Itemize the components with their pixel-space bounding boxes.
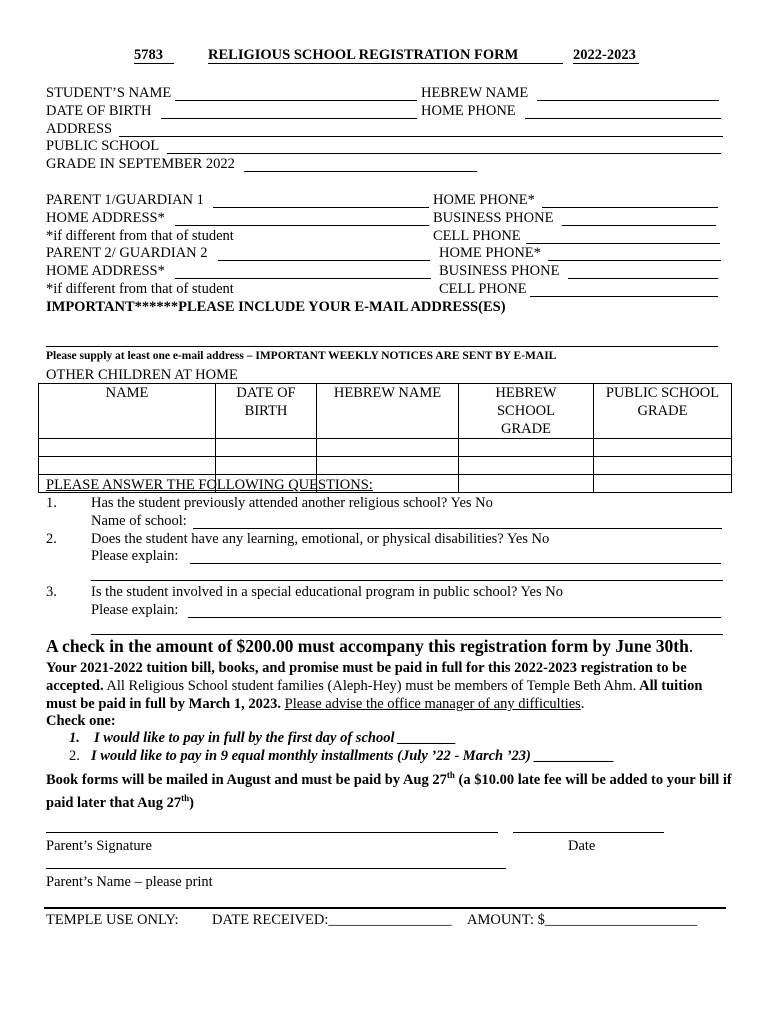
- hebrew-name-field[interactable]: [537, 100, 719, 101]
- dob-field[interactable]: [161, 118, 417, 119]
- q3-number: 3.: [46, 584, 57, 600]
- parent2-note: *if different from that of student: [46, 281, 234, 297]
- option2-number: 2.: [69, 748, 80, 764]
- parent1-business-phone-field[interactable]: [562, 225, 716, 226]
- parent1-label: PARENT 1/GUARDIAN 1: [46, 192, 204, 208]
- option2-installments[interactable]: I would like to pay in 9 equal monthly installments (July ’22 - March ’23) ___________: [91, 748, 615, 764]
- dob-label: DATE OF BIRTH: [46, 103, 152, 119]
- cell-input[interactable]: [39, 457, 216, 475]
- student-name-label: STUDENT’S NAME: [46, 85, 172, 101]
- public-school-label: PUBLIC SCHOOL: [46, 138, 160, 154]
- q1-number: 1.: [46, 495, 57, 511]
- hebrew-name-label: HEBREW NAME: [421, 85, 529, 101]
- parent2-home-address-label: HOME ADDRESS*: [46, 263, 165, 279]
- temple-use-label: TEMPLE USE ONLY:: [46, 912, 179, 928]
- q1-text: Has the student previously attended another religious school? Yes No: [91, 495, 493, 511]
- form-number: 5783: [134, 47, 163, 63]
- parent2-business-phone-field[interactable]: [568, 278, 718, 279]
- student-name-field[interactable]: [175, 100, 417, 101]
- cell-input[interactable]: [594, 439, 732, 457]
- cell-input[interactable]: [594, 475, 732, 493]
- parent2-cell-phone-field[interactable]: [530, 296, 718, 297]
- cell-input[interactable]: [317, 457, 459, 475]
- table-row: [39, 439, 732, 457]
- email-field[interactable]: [46, 346, 718, 347]
- parent1-cell-phone-label: CELL PHONE: [433, 228, 521, 244]
- cell-input[interactable]: [459, 475, 594, 493]
- email-important: IMPORTANT******PLEASE INCLUDE YOUR E-MAIL ADDRESS(ES): [46, 299, 506, 315]
- home-phone-field[interactable]: [525, 118, 721, 119]
- parent2-business-phone-label: BUSINESS PHONE: [439, 263, 560, 279]
- parent-name-label: Parent’s Name – please print: [46, 874, 213, 890]
- q2-explain-field-2[interactable]: [91, 580, 723, 581]
- q1-school-field[interactable]: [193, 528, 722, 529]
- parent2-cell-phone-label: CELL PHONE: [439, 281, 527, 297]
- cell-input[interactable]: [317, 439, 459, 457]
- q1-sub-label: Name of school:: [91, 513, 187, 529]
- cell-input[interactable]: [459, 439, 594, 457]
- parent2-field[interactable]: [218, 260, 430, 261]
- tuition-paragraph: Your 2021-2022 tuition bill, books, and promise must be paid in full for this 2022-2023 registration to be accepted. All Religious School student families (Aleph-Hey) must be members of Temple Beth Ahm. All tuition must be paid in full by March 1, 2023. Please advise the office manager of any difficulties.: [46, 660, 703, 712]
- q2-text: Does the student have any learning, emotional, or physical disabilities? Yes No: [91, 531, 550, 547]
- amount-received: AMOUNT: $_____________________: [467, 912, 698, 928]
- parent2-home-address-field[interactable]: [175, 278, 431, 279]
- book-forms-paragraph: Book forms will be mailed in August and must be paid by Aug 27th (a $10.00 late fee will be added to your bill if paid later that Aug 27th): [46, 770, 732, 811]
- date-field[interactable]: [513, 832, 664, 833]
- cell-input[interactable]: [39, 439, 216, 457]
- form-year: 2022-2023: [573, 47, 636, 63]
- q3-explain-field-2[interactable]: [91, 634, 723, 635]
- parent1-note: *if different from that of student: [46, 228, 234, 244]
- col-dob: DATE OF BIRTH: [216, 384, 317, 439]
- col-hebrew-school-grade: HEBREW SCHOOL GRADE: [459, 384, 594, 439]
- temple-use-divider: [44, 907, 726, 909]
- form-number-underline: [134, 63, 174, 64]
- date-received: DATE RECEIVED:_________________: [212, 912, 452, 928]
- q2-sub-label: Please explain:: [91, 548, 179, 564]
- q2-number: 2.: [46, 531, 57, 547]
- address-label: ADDRESS: [46, 121, 113, 137]
- email-note: Please supply at least one e-mail address – IMPORTANT WEEKLY NOTICES ARE SENT BY E-MAIL: [46, 350, 557, 362]
- cell-input[interactable]: [216, 439, 317, 457]
- option1-pay-in-full[interactable]: I would like to pay in full by the first day of school ________: [94, 730, 457, 746]
- col-hebrew-name: HEBREW NAME: [317, 384, 459, 439]
- parent-signature-field[interactable]: [46, 832, 498, 833]
- col-name: NAME: [39, 384, 216, 439]
- q3-explain-field[interactable]: [188, 617, 721, 618]
- parent1-home-address-label: HOME ADDRESS*: [46, 210, 165, 226]
- cell-input[interactable]: [459, 457, 594, 475]
- public-school-field[interactable]: [167, 153, 721, 154]
- option1-number: 1.: [69, 730, 80, 746]
- cell-input[interactable]: [216, 457, 317, 475]
- home-phone-label: HOME PHONE: [421, 103, 516, 119]
- q3-text: Is the student involved in a special educational program in public school? Yes No: [91, 584, 563, 600]
- parent-signature-label: Parent’s Signature: [46, 838, 152, 854]
- parent-name-field[interactable]: [46, 868, 506, 869]
- parent1-field[interactable]: [213, 207, 429, 208]
- address-field[interactable]: [119, 136, 723, 137]
- parent2-home-phone-label: HOME PHONE*: [439, 245, 541, 261]
- parent2-label: PARENT 2/ GUARDIAN 2: [46, 245, 208, 261]
- grade-label: GRADE IN SEPTEMBER 2022: [46, 156, 235, 172]
- questions-heading: PLEASE ANSWER THE FOLLOWING QUESTIONS:: [46, 477, 373, 493]
- office-manager-note: Please advise the office manager of any difficulties: [284, 696, 581, 712]
- parent1-cell-phone-field[interactable]: [526, 243, 720, 244]
- parent1-home-address-field[interactable]: [175, 225, 429, 226]
- cell-input[interactable]: [594, 457, 732, 475]
- form-year-underline: [573, 63, 639, 64]
- date-label: Date: [568, 838, 596, 854]
- grade-field[interactable]: [244, 171, 477, 172]
- q2-explain-field[interactable]: [190, 563, 721, 564]
- parent1-home-phone-field[interactable]: [542, 207, 718, 208]
- check-one-label: Check one:: [46, 713, 116, 729]
- table-row: [39, 457, 732, 475]
- other-children-heading: OTHER CHILDREN AT HOME: [46, 367, 238, 383]
- check-amount-notice: A check in the amount of $200.00 must accompany this registration form by June 30th.: [46, 636, 694, 656]
- form-title-underline: [208, 63, 563, 64]
- parent2-home-phone-field[interactable]: [548, 260, 721, 261]
- q3-sub-label: Please explain:: [91, 602, 179, 618]
- parent1-business-phone-label: BUSINESS PHONE: [433, 210, 554, 226]
- parent1-home-phone-label: HOME PHONE*: [433, 192, 535, 208]
- form-title: RELIGIOUS SCHOOL REGISTRATION FORM: [208, 47, 519, 63]
- col-public-school-grade: PUBLIC SCHOOL GRADE: [594, 384, 732, 439]
